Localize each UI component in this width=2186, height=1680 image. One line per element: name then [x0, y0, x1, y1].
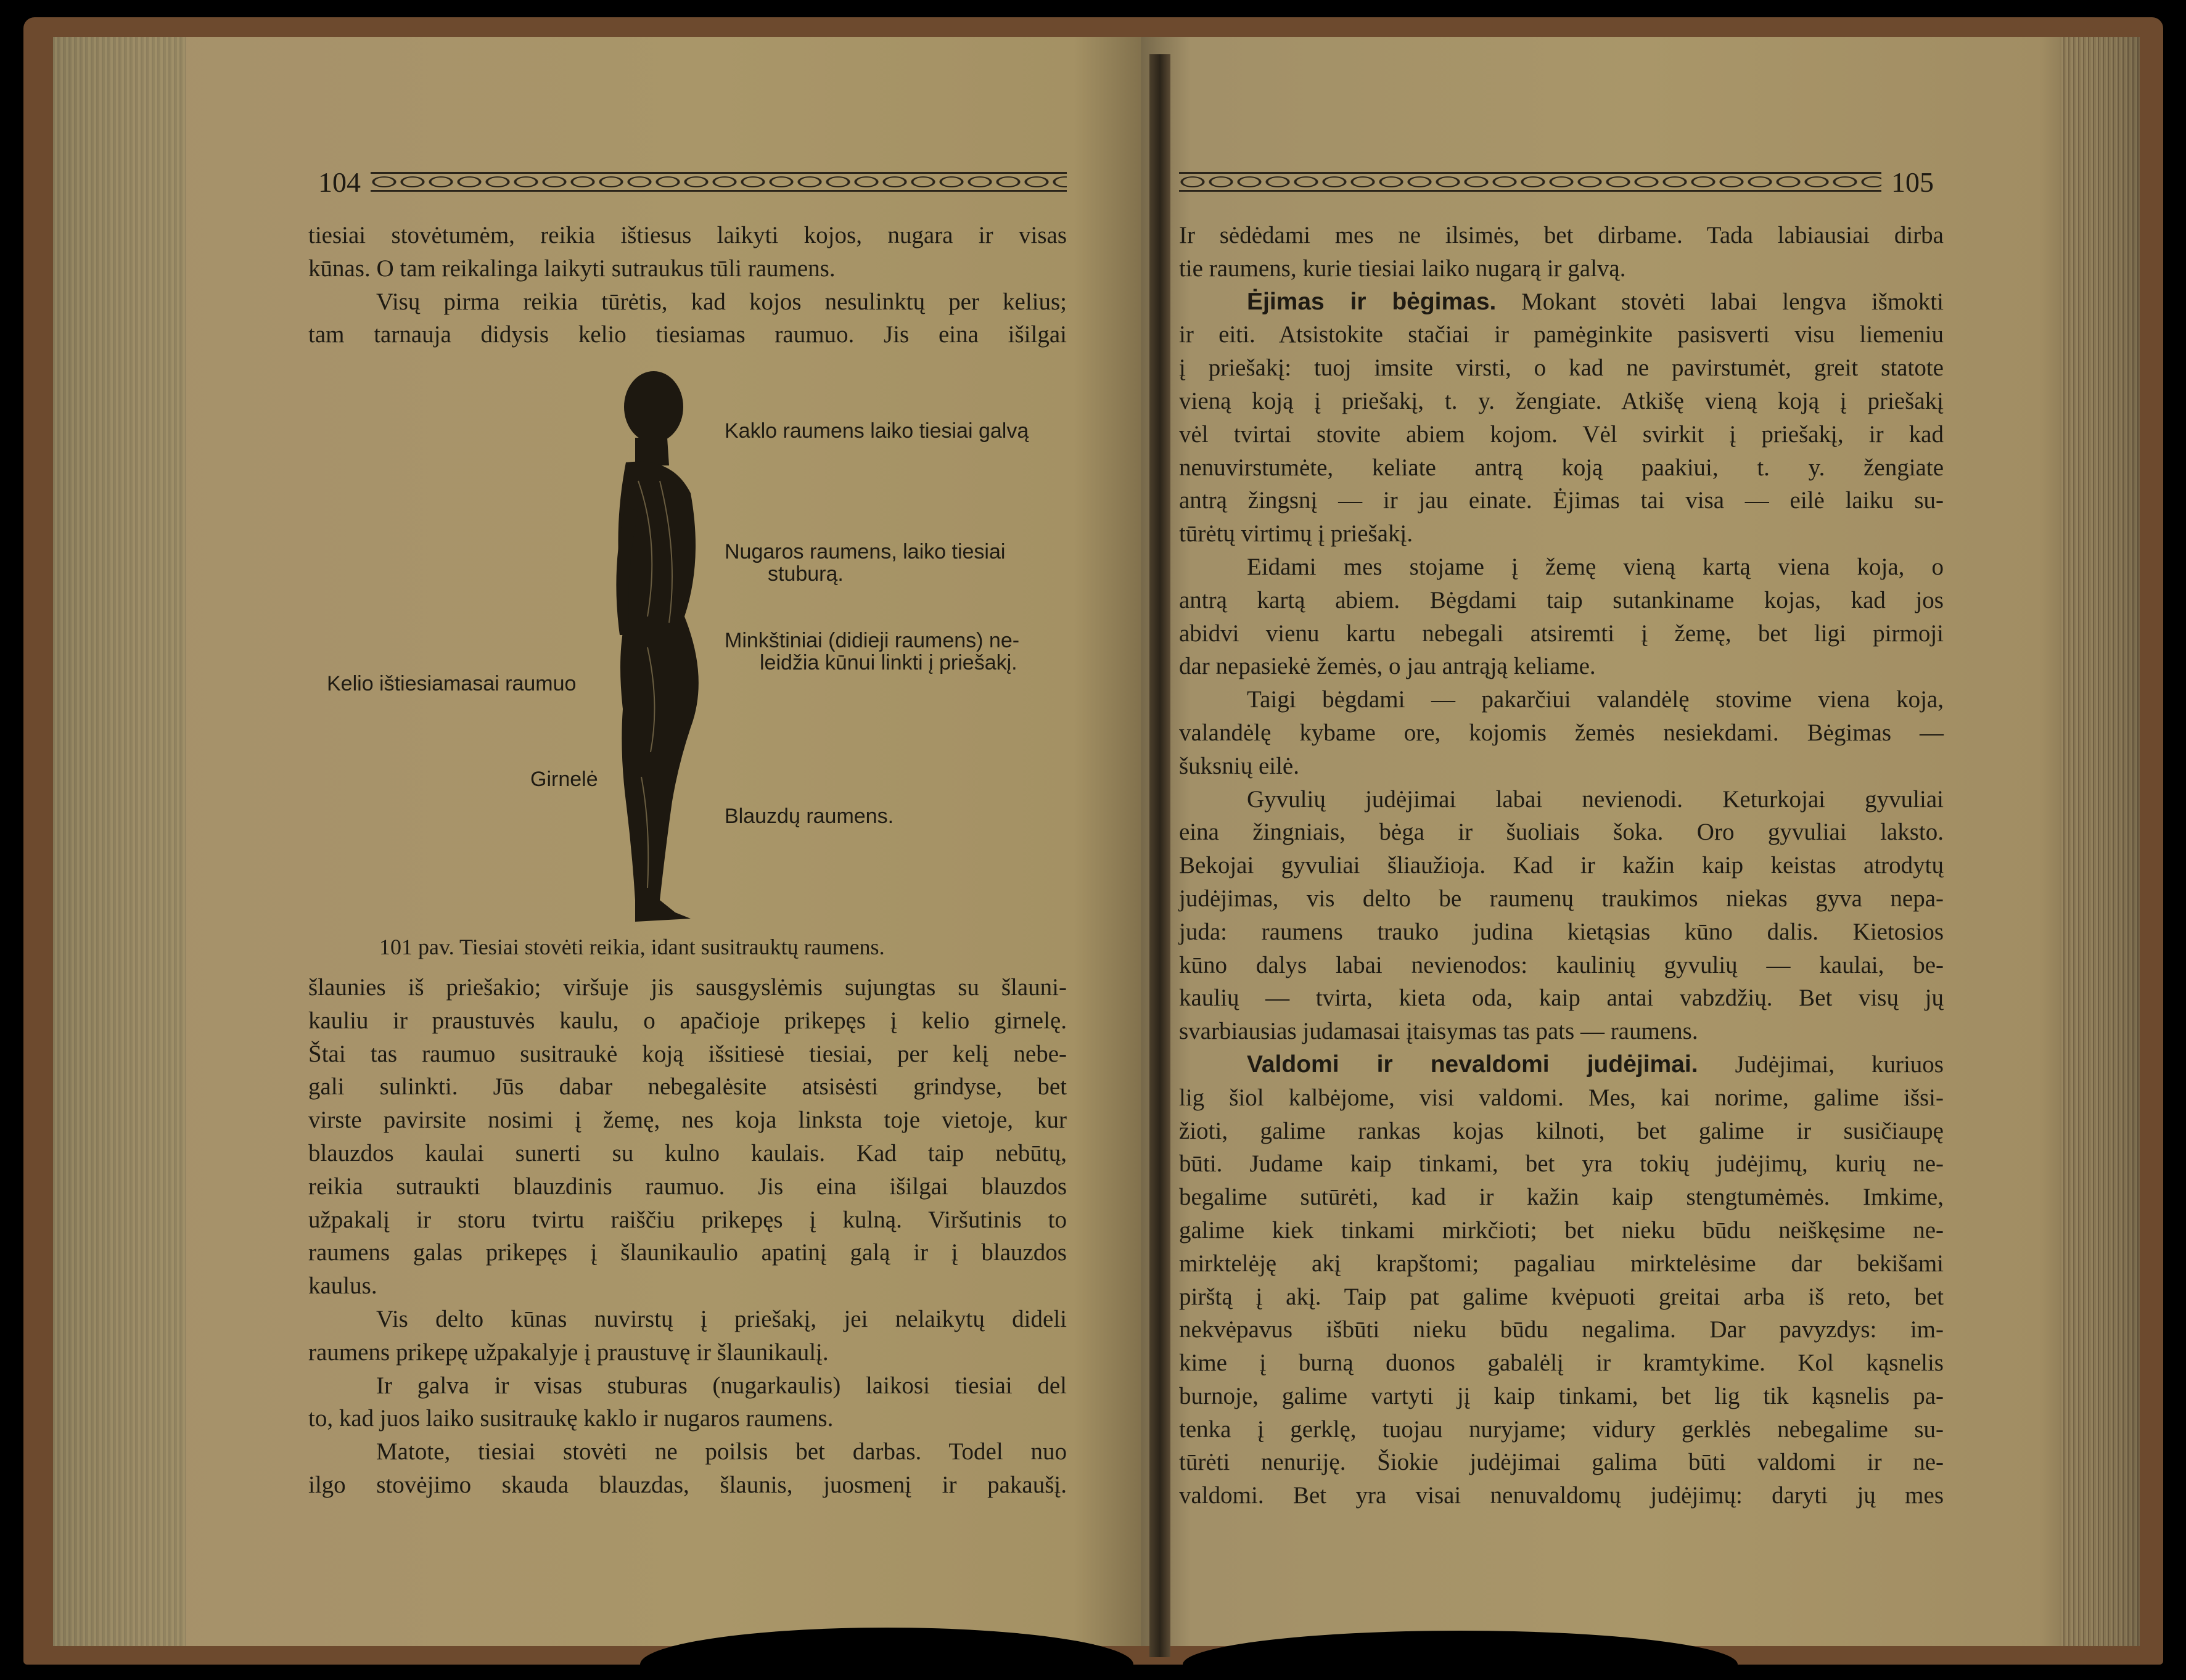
- text-line: juda: raumens trauko judina kietąsias kūno dalis. Kietosios: [1179, 918, 1944, 945]
- text-line: svarbiausias judamasai įtaisymas tas pats — raumens.: [1179, 1018, 1698, 1045]
- text-line: būti. Judame kaip tinkami, bet yra tokių judėjimų, kurių ne-: [1179, 1150, 1944, 1178]
- text-line: kime į burną duonos gabalėlį ir kramtykime. Kol kąsnelis: [1179, 1350, 1944, 1377]
- text-line: Valdomi ir nevaldomi judėjimai. Judėjimai, kuriuos: [1247, 1051, 1944, 1078]
- text-line: judėjimas, vis delto be raumenų traukimos niekas gyva nepa-: [1179, 885, 1944, 912]
- ornament-rule: [1179, 172, 1881, 192]
- text-line: Ėjimas ir bėgimas. Mokant stovėti labai lengva išmokti: [1247, 288, 1944, 315]
- text-line: žioti, galime rankas kojas kilnoti, bet galime ir susičiaupę: [1179, 1117, 1944, 1144]
- text-line: Bekojai gyvuliai šliaužioja. Kad ir kažin kaip keistas atrodytų: [1179, 852, 1944, 879]
- text-line: kūno dalys labai nevienodos: kaulinių gyvulių — kaulai, be-: [1179, 951, 1944, 978]
- text-line: mirktelėję akį krapštomi; pagaliau mirktelėsime dar bekišami: [1179, 1250, 1944, 1277]
- text-line: raumens galas prikepęs į šlaunikaulio apatinį galą ir į blauzdos: [308, 1239, 1067, 1266]
- text-line: tenka į gerklę, tuojau nuryjame; vidury gerklės nebegalime su-: [1179, 1416, 1944, 1443]
- figure-caption: 101 pav. Tiesiai stovėti reikia, idant susitrauktų raumens.: [379, 935, 885, 959]
- text-line: valandėlę kybame ore, kojomis žemės nesiekdami. Bėgimas —: [1179, 719, 1944, 746]
- text-line: šuksnių eilė.: [1179, 752, 1299, 779]
- text-line: ir eiti. Atsistokite stačiai ir pamėginkite pasisverti visu liemeniu: [1179, 321, 1944, 348]
- text-line: kaulių — tvirta, kieta oda, kaip antai vabzdžių. Bet visų jų: [1179, 985, 1944, 1012]
- text-line: Taigi bėgdami — pakarčiui valandėlę stovime viena koja,: [1247, 686, 1944, 713]
- text-line: tam tarnauja didysis kelio tiesiamas raumuo. Jis eina išilgai: [308, 321, 1067, 348]
- label-minkstiniai-2: leidžia kūnui linkti į priešakį.: [760, 651, 1017, 674]
- text-line: virste pavirsite nosimi į žemę, nes koja linksta toje vietoje, kur: [308, 1107, 1067, 1134]
- text-line: kūnas. O tam reikalinga laikyti sutraukus tūli raumens.: [308, 255, 836, 282]
- anatomy-figure: [314, 358, 1091, 974]
- text-line: Gyvulių judėjimai labai nevienodi. Keturkojai gyvuliai: [1247, 785, 1944, 813]
- label-kelio: Kelio ištiesiamasai raumuo: [327, 672, 577, 695]
- page-edges-left: [53, 37, 186, 1646]
- label-minkstiniai: Minkštiniai (didieji raumens) ne-: [725, 629, 1020, 652]
- text-line: raumens prikepę užpakalyje į praustuvę ir šlaunikaulį.: [308, 1338, 829, 1366]
- text-line: ilgo stovėjimo skauda blauzdas, šlaunis, juosmenį ir pakaušį.: [308, 1471, 1067, 1498]
- text-line: antrą žingsnį — ir jau einate. Ėjimas tai visa — eilė laiku su-: [1179, 487, 1944, 514]
- text-line: burnoje, galime vartyti jį kaip tinkami, bet lig tik kąsnelis pa-: [1179, 1382, 1944, 1409]
- section-heading: Valdomi ir nevaldomi judėjimai.: [1247, 1051, 1698, 1078]
- text-line: Ir sėdėdami mes ne ilsimės, bet dirbame. Tada labiausiai dirba: [1179, 222, 1944, 248]
- page-number: 104: [318, 166, 361, 198]
- text-line: valdomi. Bet yra visai nenuvaldomų judėjimų: daryti jų mes: [1179, 1482, 1944, 1509]
- right-text: [1179, 219, 1944, 1512]
- text-line: vieną koją į priešakį, t. y. žengiate. Atkišę vieną koją į priešakį: [1179, 387, 1944, 414]
- text-line: šlaunies iš priešakio; viršuje jis sausgyslėmis sujungtas su šlauni-: [308, 974, 1067, 1001]
- text-line: tiesiai stovėtumėm, reikia ištiesus laikyti kojos, nugara ir visas: [308, 222, 1067, 248]
- text-line: nekvėpavus išbūti nieku būdu negalima. Dar pavyzdys: im-: [1179, 1316, 1944, 1343]
- text-line: tūrėtų virtimų į priešakį.: [1179, 520, 1413, 547]
- text-line: kauliu ir praustuvės kaulu, o apačioje prikepęs į kelio girnelę.: [308, 1007, 1067, 1034]
- text-line: dar nepasiekė žemės, o jau antrąją keliame.: [1179, 653, 1596, 680]
- text-line: gali sulinkti. Jūs dabar nebegalėsite atsisėsti grindyse, bet: [308, 1073, 1067, 1100]
- text-line: reikia sutraukti blauzdinis raumuo. Jis eina išilgai blauzdos: [308, 1173, 1067, 1200]
- ornament-rule: [371, 172, 1067, 192]
- text-line: vėl tvirtai stovite abiem kojom. Vėl svirkit į priešakį, ir kad: [1179, 420, 1944, 448]
- text-line: lig šiol kalbėjome, visi valdomi. Mes, kai norime, galime išsi-: [1179, 1084, 1944, 1111]
- text-line: Eidami mes stojame į žemę vieną kartą viena koja, o: [1247, 553, 1944, 580]
- label-blauzdu: Blauzdų raumens.: [725, 805, 894, 828]
- text-line: begalime sutūrėti, kad ir kažin kaip stengtumėmės. Imkime,: [1179, 1184, 1944, 1211]
- text-line: blauzdos kaulai sunerti su kulno kaulais. Kad taip nebūtų,: [308, 1139, 1067, 1166]
- text-line: to, kad juos laiko susitraukę kaklo ir nugaros raumens.: [308, 1405, 834, 1432]
- text-line: Ir galva ir visas stuburas (nugarkaulis) laikosi tiesiai del: [376, 1372, 1067, 1399]
- book-gutter: [1149, 54, 1170, 1657]
- text-line: kaulus.: [308, 1272, 377, 1300]
- text-line: eina žingniais, bėga ir šuoliais šoka. Oro gyvuliai laksto.: [1179, 819, 1944, 846]
- left-page-header: [308, 166, 1067, 197]
- label-girnele: Girnelė: [530, 768, 598, 791]
- right-page-header: [1179, 166, 1944, 197]
- left-text-top: [308, 219, 1067, 351]
- text-line: tie raumens, kurie tiesiai laiko nugarą ir galvą.: [1179, 255, 1626, 282]
- section-heading: Ėjimas ir bėgimas.: [1247, 288, 1497, 315]
- text-line: antrą kartą abiem. Bėgdami taip sutankiname kojas, kad jos: [1179, 586, 1944, 613]
- text-line: Štai tas raumuo susitraukė koją išsitiesė tiesiai, per kelį nebe-: [308, 1040, 1067, 1067]
- page-number: 105: [1891, 166, 1934, 198]
- text-line: nenuvirstumėte, keliate antrą koją paakiui, t. y. žengiate: [1179, 454, 1944, 481]
- text-line: užpakalį ir storu tvirtu raiščiu prikepęs į kulną. Viršutinis to: [308, 1206, 1067, 1233]
- text-line: į priešakį: tuoj imsite virsti, o kad ne pavirstumėt, greit statote: [1179, 354, 1944, 382]
- label-nugaros: Nugaros raumens, laiko tiesiai: [725, 540, 1006, 563]
- text-line: Visų pirma reikia tūrėtis, kad kojos nesulinktų per kelius;: [376, 288, 1067, 315]
- text-line: pirštą į akį. Taip pat galime kvėpuoti greitai arba iš reto, bet: [1179, 1283, 1944, 1310]
- human-figure-illustration: [314, 358, 746, 925]
- text-line: Matote, tiesiai stovėti ne poilsis bet darbas. Todel nuo: [376, 1438, 1067, 1465]
- left-text-bottom: [308, 971, 1067, 1502]
- page-edges-right: [2060, 37, 2140, 1646]
- text-line: galime kiek tinkami mirkčioti; bet nieku būdu neiškęsime ne-: [1179, 1216, 1944, 1244]
- text-line: abidvi vienu kartu nebegali atsiremti į žemę, bet ligi pirmoji: [1179, 620, 1944, 647]
- text-line: tūrėti nenuriję. Šiokie judėjimai galima būti valdomi ir ne-: [1179, 1449, 1944, 1476]
- text-line: Vis delto kūnas nuvirstų į priešakį, jei nelaikytų dideli: [376, 1305, 1067, 1332]
- label-kaklo: Kaklo raumens laiko tiesiai galvą: [725, 419, 1029, 443]
- label-nugaros-2: stuburą.: [768, 562, 844, 586]
